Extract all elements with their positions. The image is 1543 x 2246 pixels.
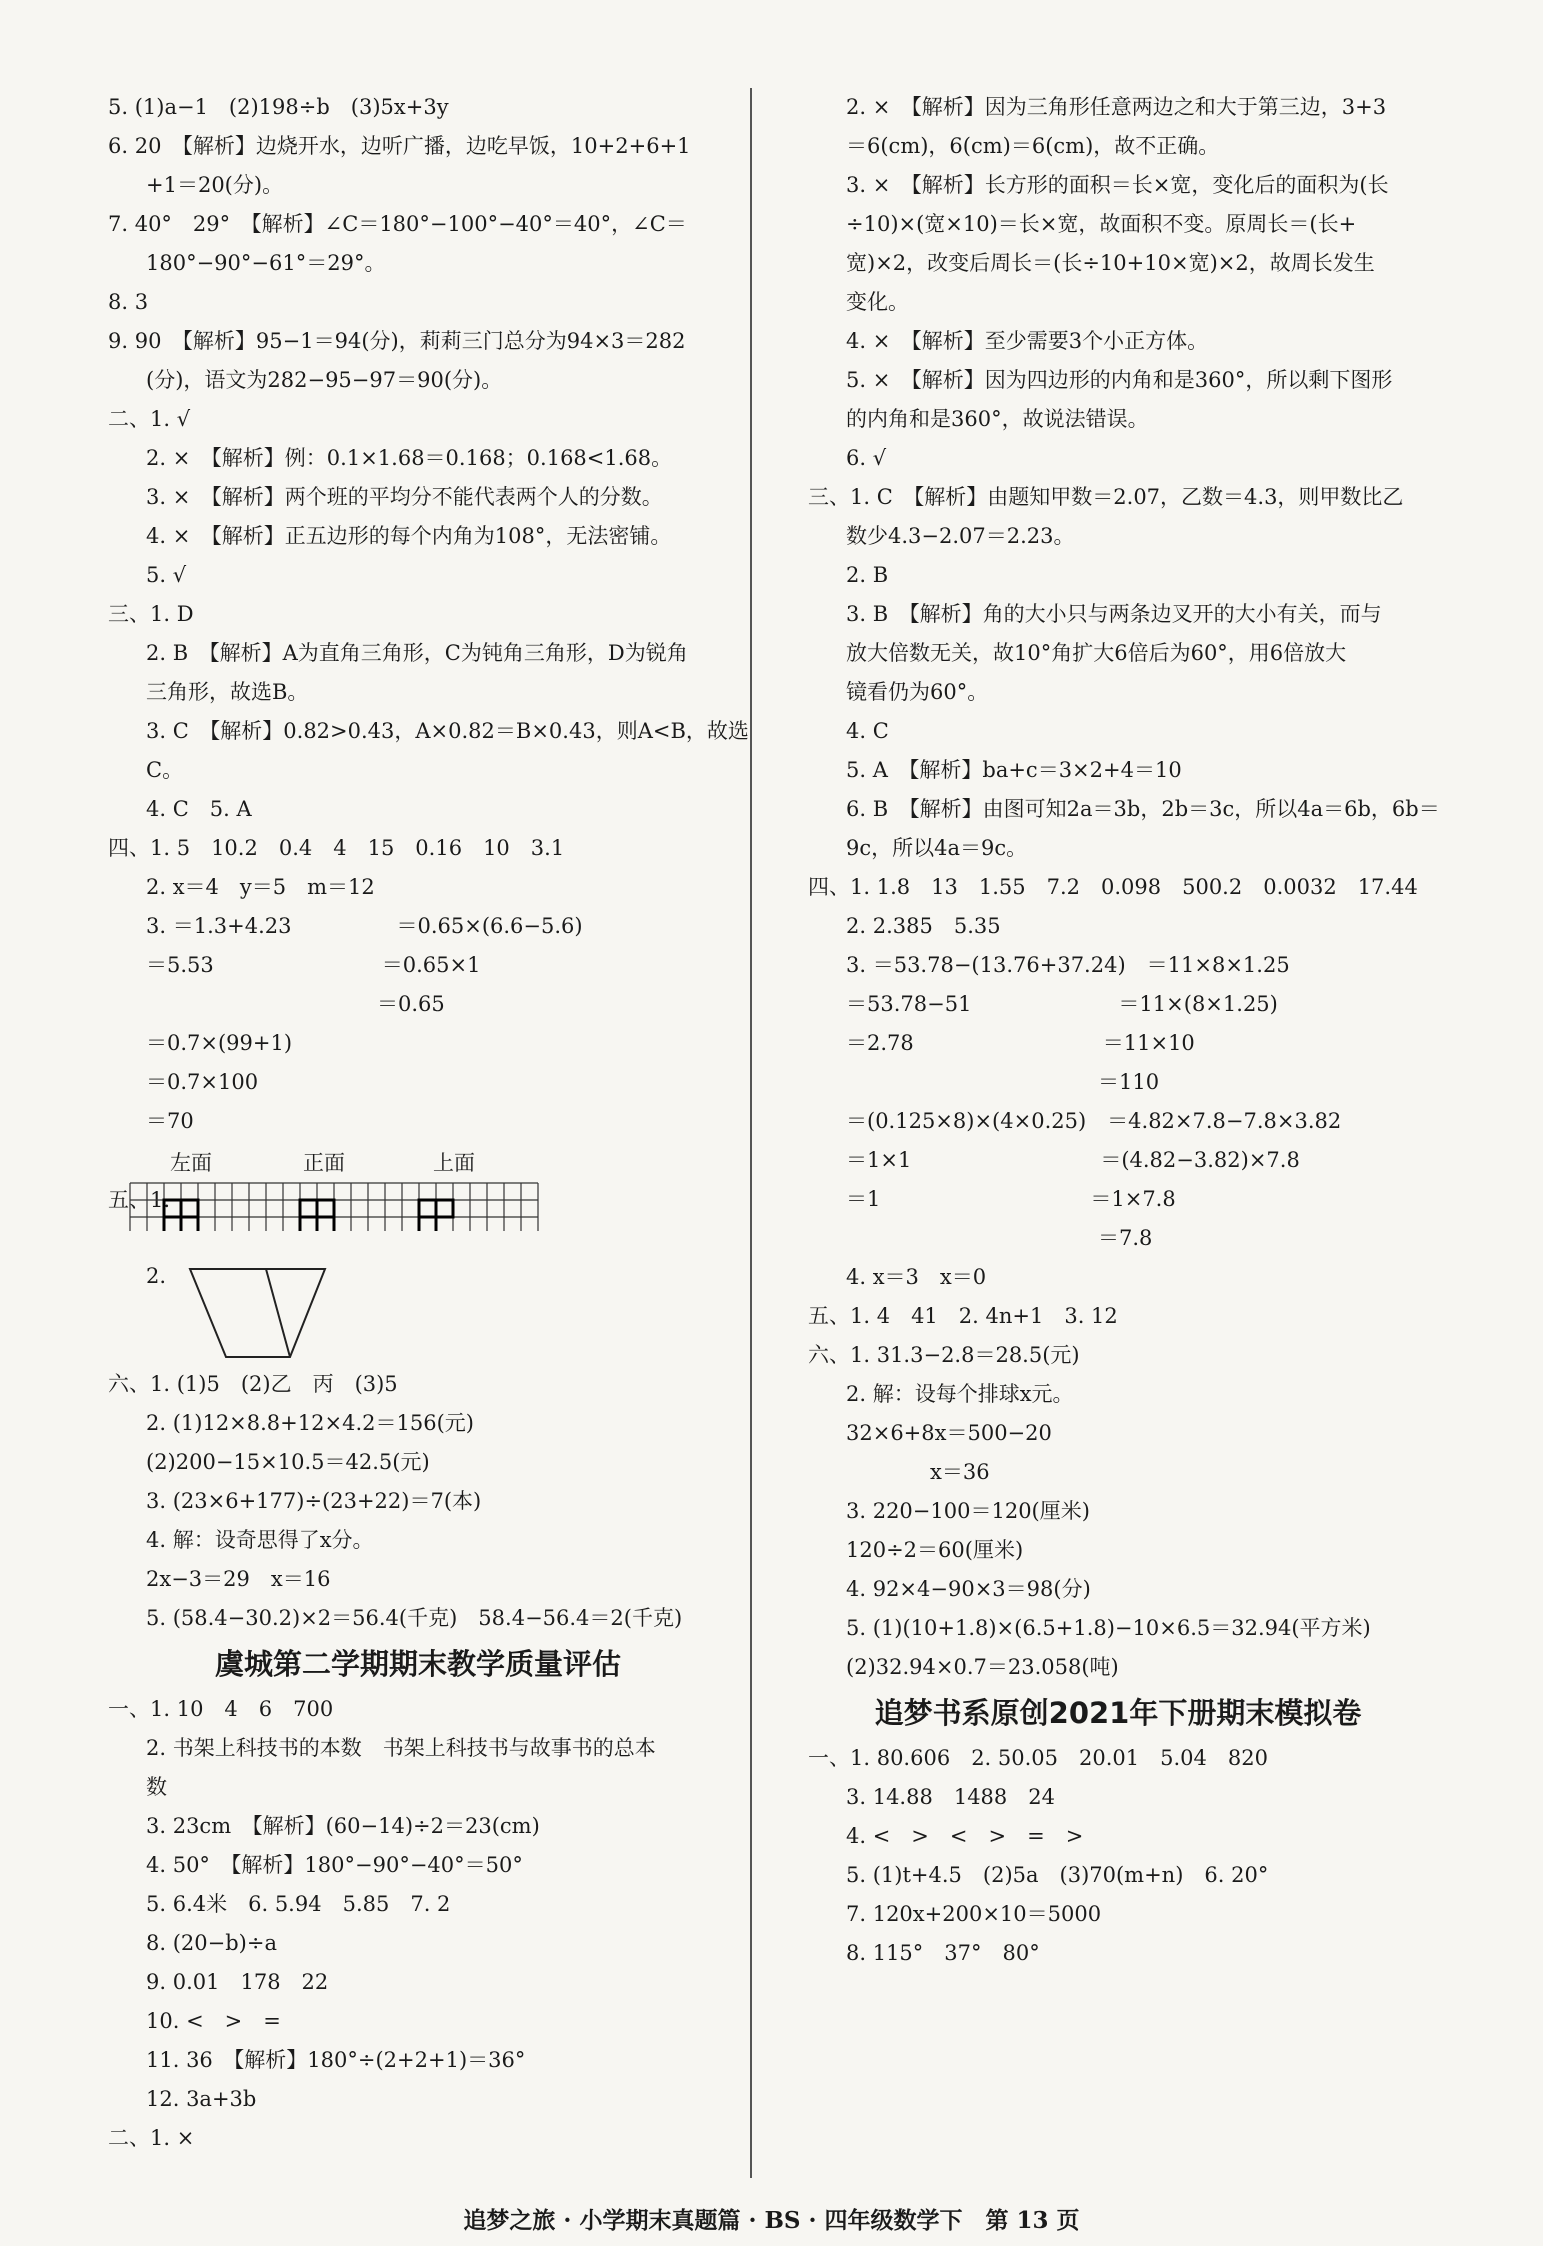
answer-line: ＝7.8 xyxy=(846,1226,1153,1250)
answer-line: 2. B xyxy=(846,563,889,587)
answer-line: 2x−3＝29 x＝16 xyxy=(146,1567,331,1591)
answer-line: 10. < > = xyxy=(146,2009,281,2033)
answer-line: 三、1. C 【解析】由题知甲数＝2.07，乙数＝4.3，则甲数比乙 xyxy=(808,485,1404,509)
answer-line: 2. 书架上科技书的本数 书架上科技书与故事书的总本 xyxy=(146,1736,656,1760)
answer-line: 3. 220−100＝120(厘米) xyxy=(846,1499,1090,1523)
answer-line: 四、1. 5 10.2 0.4 4 15 0.16 10 3.1 xyxy=(108,836,565,860)
answer-line: 6. B 【解析】由图可知2a＝3b，2b＝3c，所以4a＝6b，6b＝ xyxy=(846,797,1440,821)
answer-line: 2. × 【解析】因为三角形任意两边之和大于第三边，3+3 xyxy=(846,95,1387,119)
answer-line: ＝2.78 ＝11×10 xyxy=(846,1031,1195,1055)
answer-line: 2. × 【解析】例：0.1×1.68＝0.168；0.168<1.68。 xyxy=(146,446,673,470)
answer-line: 2. x＝4 y＝5 m＝12 xyxy=(146,875,375,899)
answer-line: 5. (58.4−30.2)×2＝56.4(千克) 58.4−56.4＝2(千克) xyxy=(146,1606,683,1630)
answer-line: 二、1. √ xyxy=(108,407,191,431)
view-label: 上面 xyxy=(433,1151,475,1175)
answer-line: ＝0.7×(99+1) xyxy=(146,1031,293,1055)
answer-line: (分)，语文为282−95−97＝90(分)。 xyxy=(146,368,503,392)
answer-line: x＝36 xyxy=(846,1460,990,1484)
answer-line: 8. 3 xyxy=(108,290,149,314)
answer-line: 5. 6.4米 6. 5.94 5.85 7. 2 xyxy=(146,1892,451,1916)
answer-line: 一、1. 80.606 2. 50.05 20.01 5.04 820 xyxy=(808,1746,1268,1770)
answer-line: ＝5.53 ＝0.65×1 xyxy=(146,953,481,977)
answer-line: 3. (23×6+177)÷(23+22)＝7(本) xyxy=(146,1489,482,1513)
answer-line: 的内角和是360°，故说法错误。 xyxy=(846,407,1149,431)
answer-line: 3. ＝53.78−(13.76+37.24) ＝11×8×1.25 xyxy=(846,953,1290,977)
grid-drawing xyxy=(108,1141,568,1231)
answer-line: 4. 解：设奇思得了x分。 xyxy=(146,1528,374,1552)
answer-line: ＝70 xyxy=(146,1109,194,1133)
answer-line: 3. 14.88 1488 24 xyxy=(846,1785,1055,1809)
answer-line: ＝53.78−51 ＝11×(8×1.25) xyxy=(846,992,1278,1016)
answer-line: 2. (1)12×8.8+12×4.2＝156(元) xyxy=(146,1411,474,1435)
right-column xyxy=(808,88,1440,1973)
view-label: 正面 xyxy=(303,1151,345,1175)
answer-line: 三、1. D xyxy=(108,602,194,626)
answer-line: 5. × 【解析】因为四边形的内角和是360°，所以剩下图形 xyxy=(846,368,1393,392)
answer-line: 4. C xyxy=(846,719,889,743)
answer-line: 3. × 【解析】长方形的面积＝长×宽，变化后的面积为(长 xyxy=(846,173,1389,197)
answer-line: 2. B 【解析】A为直角三角形，C为钝角三角形，D为锐角 xyxy=(146,641,688,665)
answer-line: 宽)×2，改变后周长＝(长÷10+10×宽)×2，故周长发生 xyxy=(846,251,1375,275)
answer-line: ＝110 xyxy=(846,1070,1160,1094)
answer-line: 3. B 【解析】角的大小只与两条边叉开的大小有关，而与 xyxy=(846,602,1382,626)
page-footer: 追梦之旅 · 小学期末真题篇 · BS · 四年级数学下 第 13 页 xyxy=(463,2207,1080,2234)
answer-line: 5. (1)(10+1.8)×(6.5+1.8)−10×6.5＝32.94(平方米) xyxy=(846,1616,1371,1640)
answer-line: 4. 92×4−90×3＝98(分) xyxy=(846,1577,1091,1601)
answer-line: 四、1. 1.8 13 1.55 7.2 0.098 500.2 0.0032 17.44 xyxy=(808,875,1418,899)
answer-line: ＝(0.125×8)×(4×0.25) ＝4.82×7.8−7.8×3.82 xyxy=(846,1109,1342,1133)
answer-line: (2)200−15×10.5＝42.5(元) xyxy=(146,1450,430,1474)
answer-line: 9. 0.01 178 22 xyxy=(146,1970,329,1994)
answer-line: 三角形，故选B。 xyxy=(146,680,309,704)
item-prefix: 2. xyxy=(146,1264,167,1288)
column-divider xyxy=(750,88,752,2178)
answer-line: 3. ＝1.3+4.23 ＝0.65×(6.6−5.6) xyxy=(146,914,583,938)
answer-line: 6. 20 【解析】边烧开水，边听广播，边吃早饭，10+2+6+1 xyxy=(108,134,691,158)
answer-line: 9c，所以4a＝9c。 xyxy=(846,836,1028,860)
answer-line: 4. < > < > = > xyxy=(846,1824,1084,1848)
parallelogram-figure xyxy=(108,1261,728,1365)
answer-line: 六、1. 31.3−2.8＝28.5(元) xyxy=(808,1343,1080,1367)
answer-line: 7. 40° 29° 【解析】∠C＝180°−100°−40°＝40°，∠C＝ xyxy=(108,212,687,236)
answer-line: ＝0.7×100 xyxy=(146,1070,259,1094)
answer-line: 120÷2＝60(厘米) xyxy=(846,1538,1024,1562)
answer-line: 数少4.3−2.07＝2.23。 xyxy=(846,524,1075,548)
answer-line: 变化。 xyxy=(846,290,909,314)
answer-line: 5. (1)a−1 (2)198÷b (3)5x+3y xyxy=(108,95,449,119)
answer-line: 11. 36 【解析】180°÷(2+2+1)＝36° xyxy=(146,2048,526,2072)
answer-line: 3. × 【解析】两个班的平均分不能代表两个人的分数。 xyxy=(146,485,663,509)
answer-line: 4. x＝3 x＝0 xyxy=(846,1265,987,1289)
answer-line: ＝1×1 ＝(4.82−3.82)×7.8 xyxy=(846,1148,1300,1172)
answer-line: 镜看仍为60°。 xyxy=(846,680,989,704)
answer-line: +1＝20(分)。 xyxy=(146,173,284,197)
answer-line: 3. 23cm 【解析】(60−14)÷2＝23(cm) xyxy=(146,1814,540,1838)
answer-line: 二、1. × xyxy=(108,2126,195,2150)
answer-line: 4. 50° 【解析】180°−90°−40°＝50° xyxy=(146,1853,523,1877)
answer-line: ÷10)×(宽×10)＝长×宽，故面积不变。原周长＝(长+ xyxy=(846,212,1357,236)
answer-line: 3. C 【解析】0.82>0.43，A×0.82＝B×0.43，则A<B，故选 xyxy=(146,719,749,743)
answer-line: 2. 解：设每个排球x元。 xyxy=(846,1382,1074,1406)
answer-line: 2. 2.385 5.35 xyxy=(846,914,1001,938)
answer-line: 4. × 【解析】正五边形的每个内角为108°，无法密铺。 xyxy=(146,524,672,548)
answer-line: 180°−90°−61°＝29°。 xyxy=(146,251,386,275)
answer-line: 32×6+8x＝500−20 xyxy=(846,1421,1052,1445)
answer-line: 五、1. 4 41 2. 4n+1 3. 12 xyxy=(808,1304,1118,1328)
answer-line: C。 xyxy=(146,758,184,782)
left-column xyxy=(108,88,749,2158)
answer-line: ＝6(cm)，6(cm)＝6(cm)，故不正确。 xyxy=(846,134,1220,158)
section-heading: 虞城第二学期期末教学质量评估 xyxy=(214,1647,621,1681)
answer-line: 8. 115° 37° 80° xyxy=(846,1941,1040,1965)
view-label: 左面 xyxy=(170,1151,212,1175)
answer-line: 6. √ xyxy=(846,446,887,470)
answer-line: 9. 90 【解析】95−1＝94(分)，莉莉三门总分为94×3＝282 xyxy=(108,329,686,353)
item-prefix: 五、1. xyxy=(108,1188,171,1212)
answer-line: 8. (20−b)÷a xyxy=(146,1931,277,1955)
answer-line: 六、1. (1)5 (2)乙 丙 (3)5 xyxy=(108,1372,398,1396)
answer-line: 4. C 5. A xyxy=(146,797,252,821)
answer-line: 4. × 【解析】至少需要3个小正方体。 xyxy=(846,329,1209,353)
answer-line: 5. √ xyxy=(146,563,187,587)
answer-line: 7. 120x+200×10＝5000 xyxy=(846,1902,1102,1926)
parallelogram-drawing xyxy=(108,1261,408,1365)
three-view-grid xyxy=(108,1141,728,1261)
answer-line: 数 xyxy=(146,1775,167,1799)
answer-line: 12. 3a+3b xyxy=(146,2087,257,2111)
answer-line: 一、1. 10 4 6 700 xyxy=(108,1697,334,1721)
answer-line: 5. (1)t+4.5 (2)5a (3)70(m+n) 6. 20° xyxy=(846,1863,1269,1887)
answer-line: ＝0.65 xyxy=(146,992,445,1016)
answer-line: 5. A 【解析】ba+c＝3×2+4＝10 xyxy=(846,758,1182,782)
answer-line: ＝1 ＝1×7.8 xyxy=(846,1187,1176,1211)
section-heading: 追梦书系原创2021年下册期末模拟卷 xyxy=(874,1696,1362,1730)
answer-line: 放大倍数无关，故10°角扩大6倍后为60°，用6倍放大 xyxy=(846,641,1347,665)
answer-line: (2)32.94×0.7＝23.058(吨) xyxy=(846,1655,1119,1679)
